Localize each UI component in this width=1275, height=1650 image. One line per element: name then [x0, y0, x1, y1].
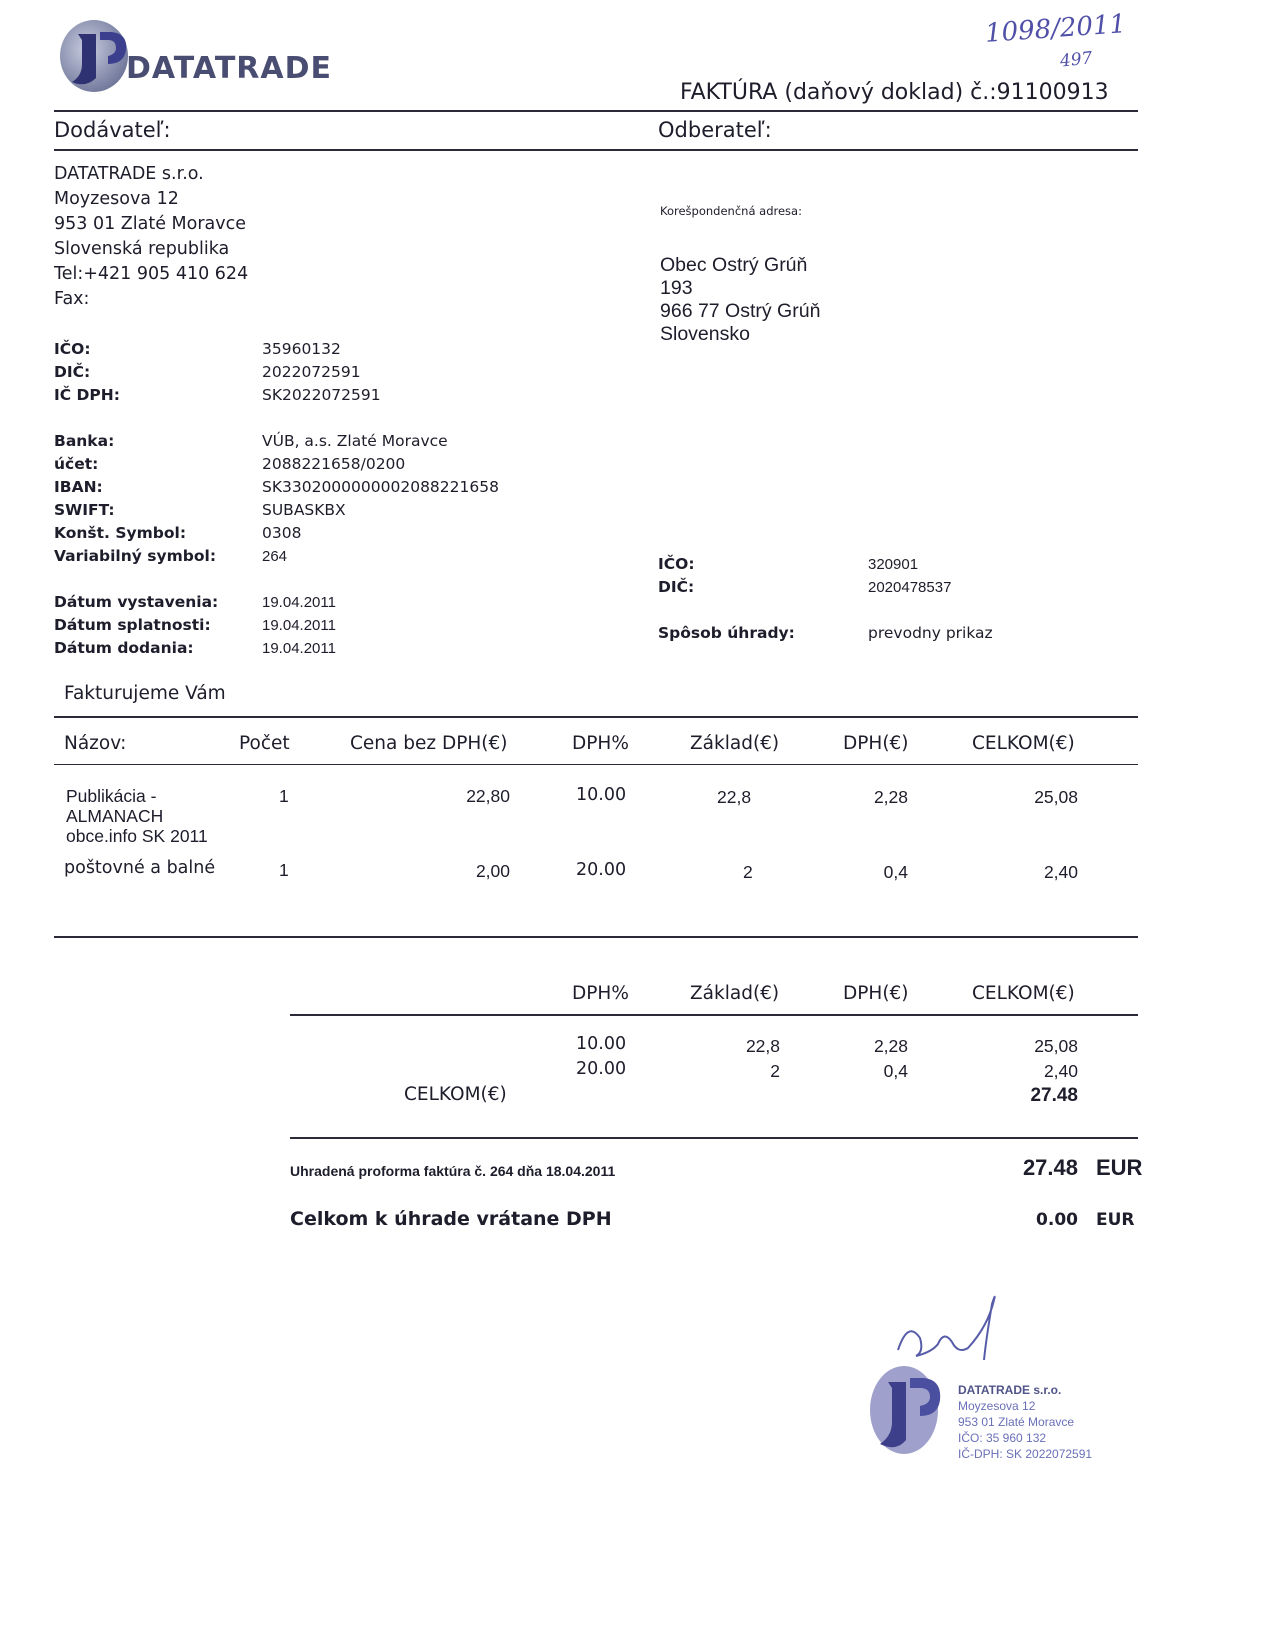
- ico-value: 35960132: [262, 340, 341, 358]
- ic-dph-label: IČ DPH:: [54, 386, 120, 404]
- delivery-date-label: Dátum dodania:: [54, 639, 194, 657]
- issue-date-value: 19.04.2011: [262, 594, 336, 611]
- ic-dph-value: SK2022072591: [262, 386, 381, 404]
- variable-symbol-label: Variabilný symbol:: [54, 547, 217, 565]
- correspondence-label: Korešpondenčná adresa:: [660, 204, 802, 218]
- summary-vat-pct: 20.00: [576, 1059, 627, 1079]
- summary-base: 2: [770, 1061, 780, 1081]
- proforma-label: Uhradená proforma faktúra č. 264 dňa 18.04.2011: [290, 1163, 616, 1179]
- summary-vat-pct: 10.00: [576, 1034, 627, 1054]
- col-vat-header: DPH(€): [843, 733, 909, 754]
- item-vat: 0,4: [883, 862, 908, 882]
- supplier-fax: Fax:: [54, 289, 90, 309]
- bank-value: VÚB, a.s. Zlaté Moravce: [262, 432, 448, 450]
- summary-base: 22,8: [745, 1036, 780, 1056]
- supplier-heading: Dodávateľ:: [54, 118, 171, 142]
- col-vat-pct-header: DPH%: [572, 733, 629, 754]
- item-name-line: poštovné a balné: [64, 858, 216, 878]
- item-vat-pct: 10.00: [576, 785, 627, 805]
- constant-symbol-label: Konšt. Symbol:: [54, 524, 187, 542]
- stamp-text: [958, 1382, 1092, 1462]
- amount-due: 0.00: [1036, 1210, 1078, 1230]
- due-date-label: Dátum splatnosti:: [54, 616, 211, 634]
- summary-header-rule: [290, 1014, 1138, 1016]
- summary-grand-total: 27.48: [1030, 1085, 1078, 1106]
- summary-total: 2,40: [1043, 1061, 1078, 1081]
- datatrade-logo: [56, 16, 376, 96]
- summary-total-header: CELKOM(€): [972, 983, 1075, 1004]
- summary-vat: 2,28: [873, 1036, 908, 1056]
- signature-stroke: [898, 1297, 995, 1360]
- items-top-rule: [54, 716, 1138, 718]
- iban-value: SK3302000000002088221658: [262, 478, 499, 496]
- supplier-phone: Tel:+421 905 410 624: [54, 264, 249, 284]
- delivery-date-value: 19.04.2011: [262, 640, 336, 657]
- due-date-value: 19.04.2011: [262, 617, 336, 634]
- stamp-line: IČ-DPH: SK 2022072591: [958, 1447, 1093, 1461]
- col-total-header: CELKOM(€): [972, 733, 1075, 754]
- summary-total: 25,08: [1034, 1036, 1078, 1056]
- summary-base-header: Základ(€): [690, 983, 780, 1004]
- summary-vat-pct-header: DPH%: [572, 983, 629, 1004]
- handwritten-registration-number: 1098/2011: [984, 9, 1127, 49]
- summary-total-label: CELKOM(€): [404, 1084, 507, 1105]
- buyer-ico-label: IČO:: [658, 555, 695, 573]
- buyer-country: Slovensko: [660, 323, 750, 345]
- buyer-dic-value: 2020478537: [868, 579, 952, 596]
- stamp-line: DATATRADE s.r.o.: [958, 1383, 1062, 1397]
- proforma-amount: 27.48: [1022, 1155, 1078, 1180]
- dic-label: DIČ:: [54, 363, 91, 381]
- items-header-rule: [54, 764, 1138, 765]
- supplier-name: DATATRADE s.r.o.: [54, 164, 204, 184]
- item-total: 25,08: [1034, 787, 1078, 807]
- bank-label: Banka:: [54, 432, 115, 450]
- swift-value: SUBASKBX: [262, 501, 346, 519]
- supplier-street: Moyzesova 12: [54, 189, 179, 209]
- item-vat: 2,28: [873, 787, 908, 807]
- invoice-title: FAKTÚRA (daňový doklad) č.:91100913: [680, 80, 1109, 105]
- col-name-header: Názov:: [64, 733, 127, 754]
- item-base: 22,8: [717, 787, 752, 807]
- iban-label: IBAN:: [54, 478, 103, 496]
- item-total: 2,40: [1043, 862, 1078, 882]
- supplier-country: Slovenská republika: [54, 239, 230, 259]
- section-divider: [54, 149, 1138, 151]
- item-vat-pct: 20.00: [576, 860, 627, 880]
- payment-method-value: prevodny prikaz: [868, 624, 993, 642]
- summary-bottom-rule: [290, 1137, 1138, 1139]
- swift-label: SWIFT:: [54, 501, 115, 519]
- issue-date-label: Dátum vystavenia:: [54, 593, 219, 611]
- stamp-line: 953 01 Zlaté Moravce: [958, 1415, 1075, 1429]
- item-qty: 1: [279, 786, 289, 806]
- supplier-city: 953 01 Zlaté Moravce: [54, 214, 247, 234]
- proforma-currency: EUR: [1096, 1155, 1143, 1180]
- handwritten-sub-number: 497: [1059, 48, 1094, 72]
- amount-due-currency: EUR: [1096, 1210, 1135, 1230]
- col-price-header: Cena bez DPH(€): [350, 733, 508, 754]
- stamp-line: Moyzesova 12: [958, 1399, 1036, 1413]
- buyer-city: 966 77 Ostrý Grúň: [660, 300, 821, 322]
- item-name-line: obce.info SK 2011: [66, 826, 208, 846]
- account-label: účet:: [54, 455, 99, 473]
- item-price: 22,80: [466, 786, 510, 806]
- item-name-line: ALMANACH: [66, 806, 164, 826]
- constant-symbol-value: 0308: [262, 524, 302, 542]
- amount-due-label: Celkom k úhrade vrátane DPH: [290, 1208, 612, 1230]
- item-qty: 1: [279, 860, 289, 880]
- dic-value: 2022072591: [262, 363, 361, 381]
- buyer-heading: Odberateľ:: [658, 118, 772, 142]
- payment-method-label: Spôsob úhrady:: [658, 624, 795, 642]
- items-intro: Fakturujeme Vám: [64, 683, 226, 704]
- svg-text:DATATRADE: DATATRADE: [126, 51, 332, 86]
- col-qty-header: Počet: [239, 733, 290, 754]
- ico-label: IČO:: [54, 340, 91, 358]
- buyer-street: 193: [660, 277, 693, 299]
- variable-symbol-value: 264: [262, 548, 288, 565]
- item-base: 2: [743, 862, 753, 882]
- summary-vat: 0,4: [883, 1061, 908, 1081]
- buyer-ico-value: 320901: [868, 556, 919, 573]
- account-value: 2088221658/0200: [262, 455, 406, 473]
- buyer-dic-label: DIČ:: [658, 578, 695, 596]
- stamp-line: IČO: 35 960 132: [958, 1431, 1047, 1445]
- header-divider: [54, 110, 1138, 112]
- item-price: 2,00: [475, 861, 510, 881]
- summary-vat-header: DPH(€): [843, 983, 909, 1004]
- col-base-header: Základ(€): [690, 733, 780, 754]
- item-name-line: Publikácia -: [66, 786, 157, 806]
- buyer-name: Obec Ostrý Grúň: [660, 254, 808, 276]
- items-bottom-rule: [54, 936, 1138, 938]
